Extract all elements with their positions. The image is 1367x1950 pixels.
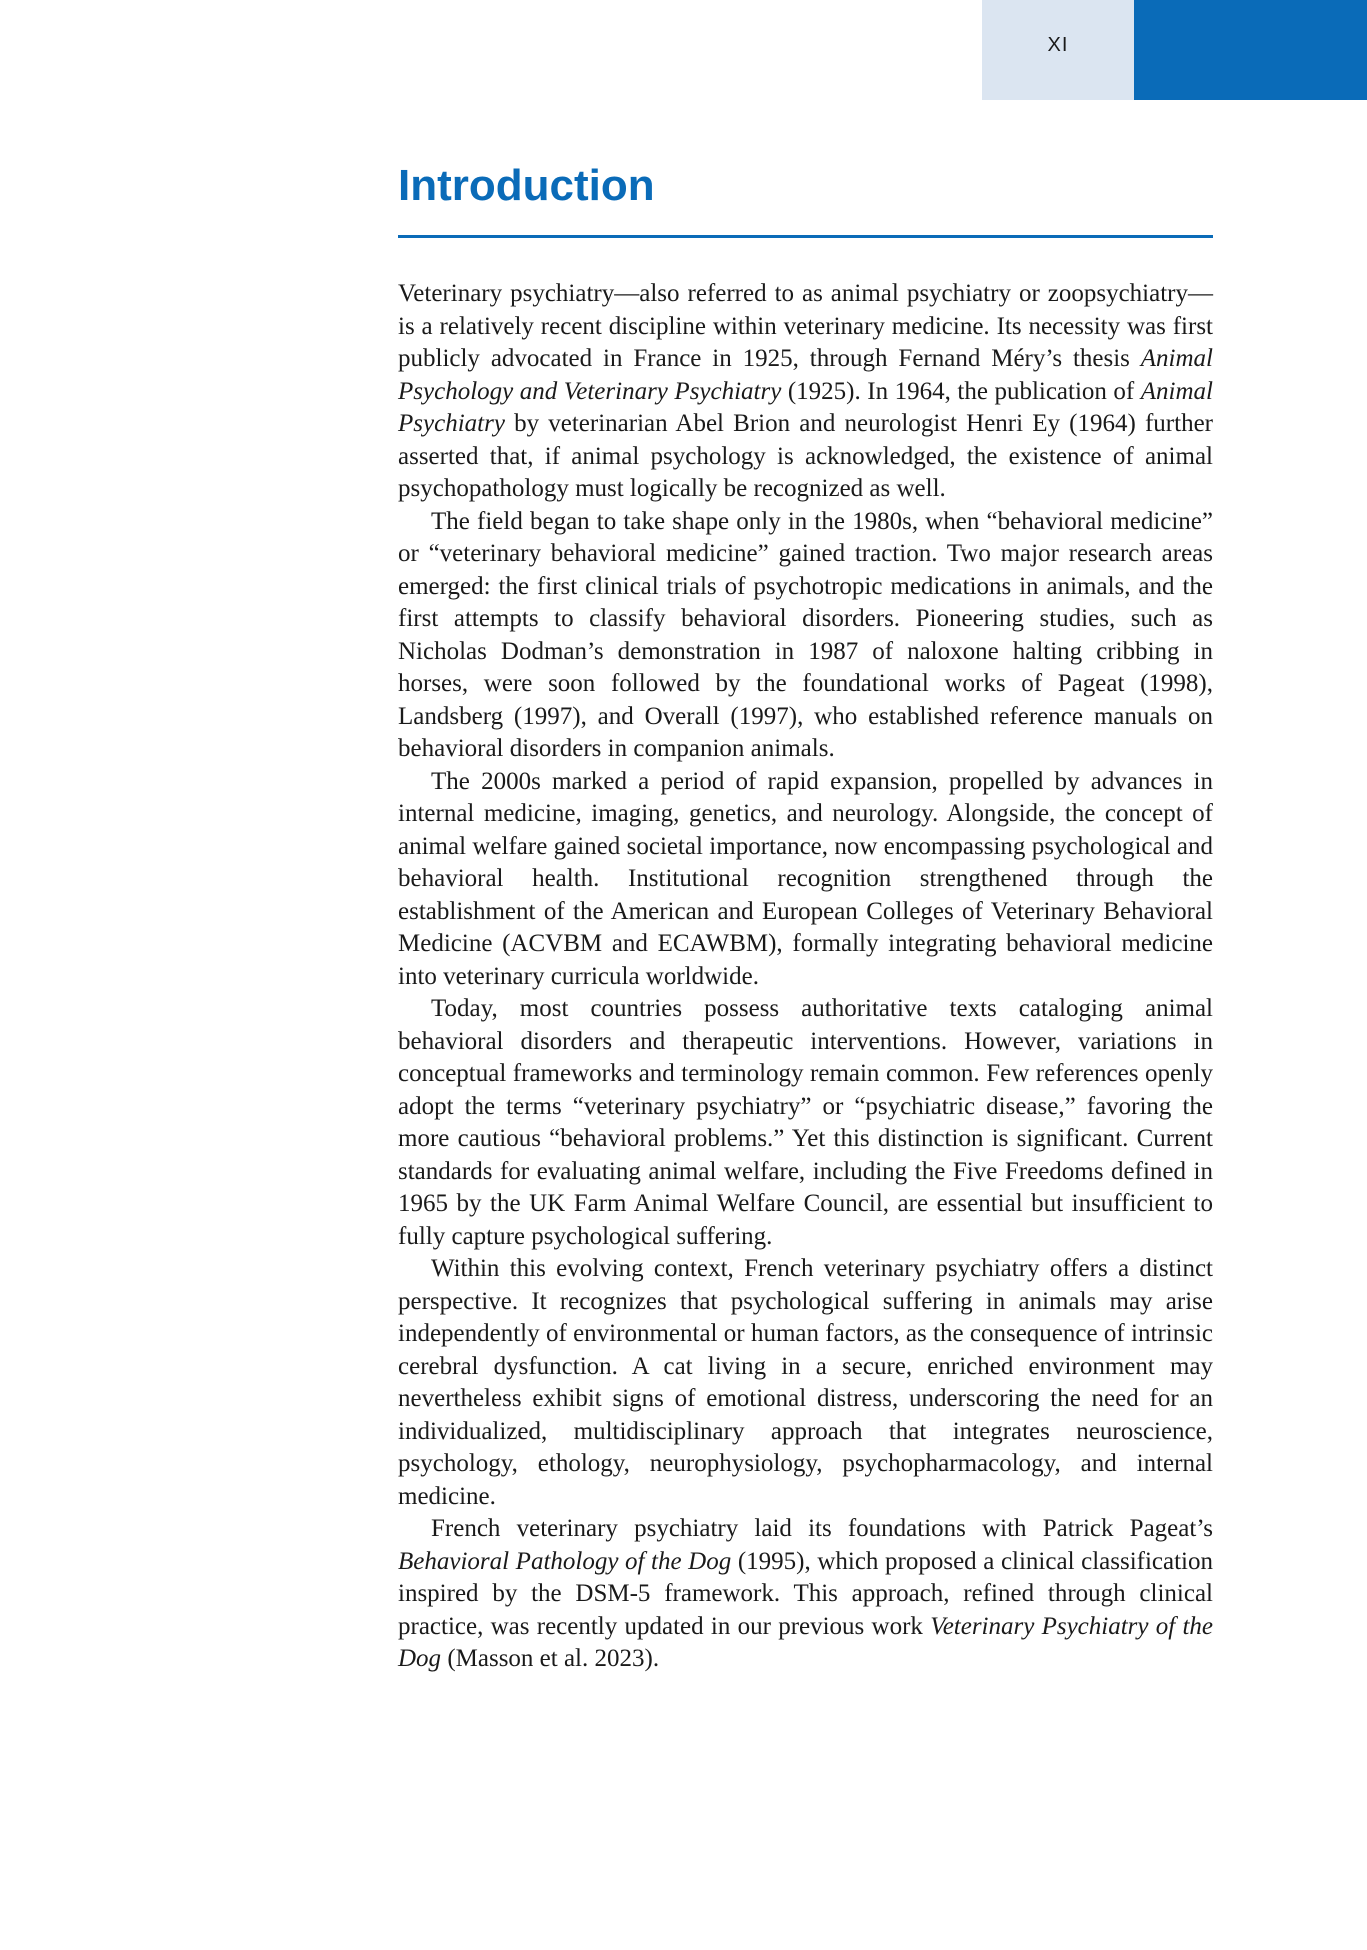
paragraph-text: Veterinary psychiatry—also referred to as animal psychiatry or zoopsychiatry—is a relatively recent discipline within veterinary medicine. Its necessity was first publicly advocated in France in 1925, through Fernand Méry’s thesis bbox=[398, 280, 1213, 372]
page-number-tab bbox=[982, 0, 1134, 100]
paragraph-text: The field began to take shape only in the 1980s, when “behavioral medicine” or “veterinary behavioral medicine” gained traction. Two major research areas emerged: the first clinical trials of psychotropic medications in animals, and the first attempts to classify behavioral disorders. Pioneering studies, such as Nicholas Dodman’s demonstration in 1987 of naloxone halting cribbing in horses, were soon followed by the foundational works of Pageat (1998), Landsberg (1997), and Overall (1997), who established reference manuals on behavioral disorders in companion animals. bbox=[398, 507, 1213, 762]
body-paragraph bbox=[398, 993, 1213, 1253]
italic-title-text: Animal Psychology and Veterinary Psychiatry bbox=[398, 345, 1213, 405]
paragraph-text: French veterinary psychiatry laid its foundations with Patrick Pageat’s bbox=[431, 1515, 1213, 1542]
paragraph-text: (1925). In 1964, the publication of bbox=[781, 377, 1141, 405]
italic-title-text: Animal Psychiatry bbox=[398, 377, 1213, 437]
paragraph-text: Today, most countries possess authoritative texts cataloging animal behavioral disorders and therapeutic interventions. However, variations in conceptual frameworks and terminology remain common. Few references openly adopt the terms “veterinary psychiatry” or “psychiatric disease,” favoring the more cautious “behavioral problems.” Yet this distinction is significant. Current standards for evaluating animal welfare, including the Five Freedoms defined in 1965 by the UK Farm Animal Welfare Council, are essential but insufficient to fully capture psychological suffering. bbox=[398, 995, 1213, 1250]
paragraph-text: (1995), which proposed a clinical classification inspired by the DSM-5 framework. This approach, refined through clinical practice, was recently updated in our previous work bbox=[398, 1547, 1213, 1640]
title-underline-rule bbox=[398, 235, 1213, 238]
body-paragraph bbox=[398, 1513, 1213, 1676]
paragraph-text: by veterinarian Abel Brion and neurologist Henri Ey (1964) further asserted that, if animal psychology is acknowledged, the existence of animal psychopathology must logically be recognized as well. bbox=[398, 410, 1213, 502]
body-paragraph bbox=[398, 766, 1213, 994]
paragraph-text: (Masson et al. 2023). bbox=[441, 1645, 660, 1672]
body-paragraph bbox=[398, 1253, 1213, 1513]
paragraph-text: Within this evolving context, French veterinary psychiatry offers a distinct perspective. It recognizes that psychological suffering in animals may arise independently of environmental or human factors, as the consequence of intrinsic cerebral dysfunction. A cat living in a secure, enriched environment may nevertheless exhibit signs of emotional distress, underscoring the need for an individualized, multidisciplinary approach that integrates neuroscience, psychology, ethology, neurophysiology, psychopharmacology, and internal medicine. bbox=[398, 1255, 1213, 1510]
page-number: XI bbox=[1047, 33, 1069, 56]
corner-color-block bbox=[1134, 0, 1367, 100]
body-paragraph bbox=[398, 506, 1213, 766]
italic-title-text: Behavioral Pathology of the Dog bbox=[398, 1547, 732, 1575]
italic-title-text: Veterinary Psychiatry of the Dog bbox=[398, 1612, 1213, 1672]
body-text bbox=[398, 278, 1213, 1676]
paragraph-text: The 2000s marked a period of rapid expansion, propelled by advances in internal medicine, imaging, genetics, and neurology. Alongside, the concept of animal welfare gained societal importance, now encompassing psychological and behavioral health. Institutional recognition strengthened through the establishment of the American and European Colleges of Veterinary Behavioral Medicine (ACVBM and ECAWBM), formally integrating behavioral medicine into veterinary curricula worldwide. bbox=[398, 767, 1213, 990]
body-paragraph bbox=[398, 278, 1213, 506]
chapter-title: Introduction bbox=[398, 161, 655, 210]
